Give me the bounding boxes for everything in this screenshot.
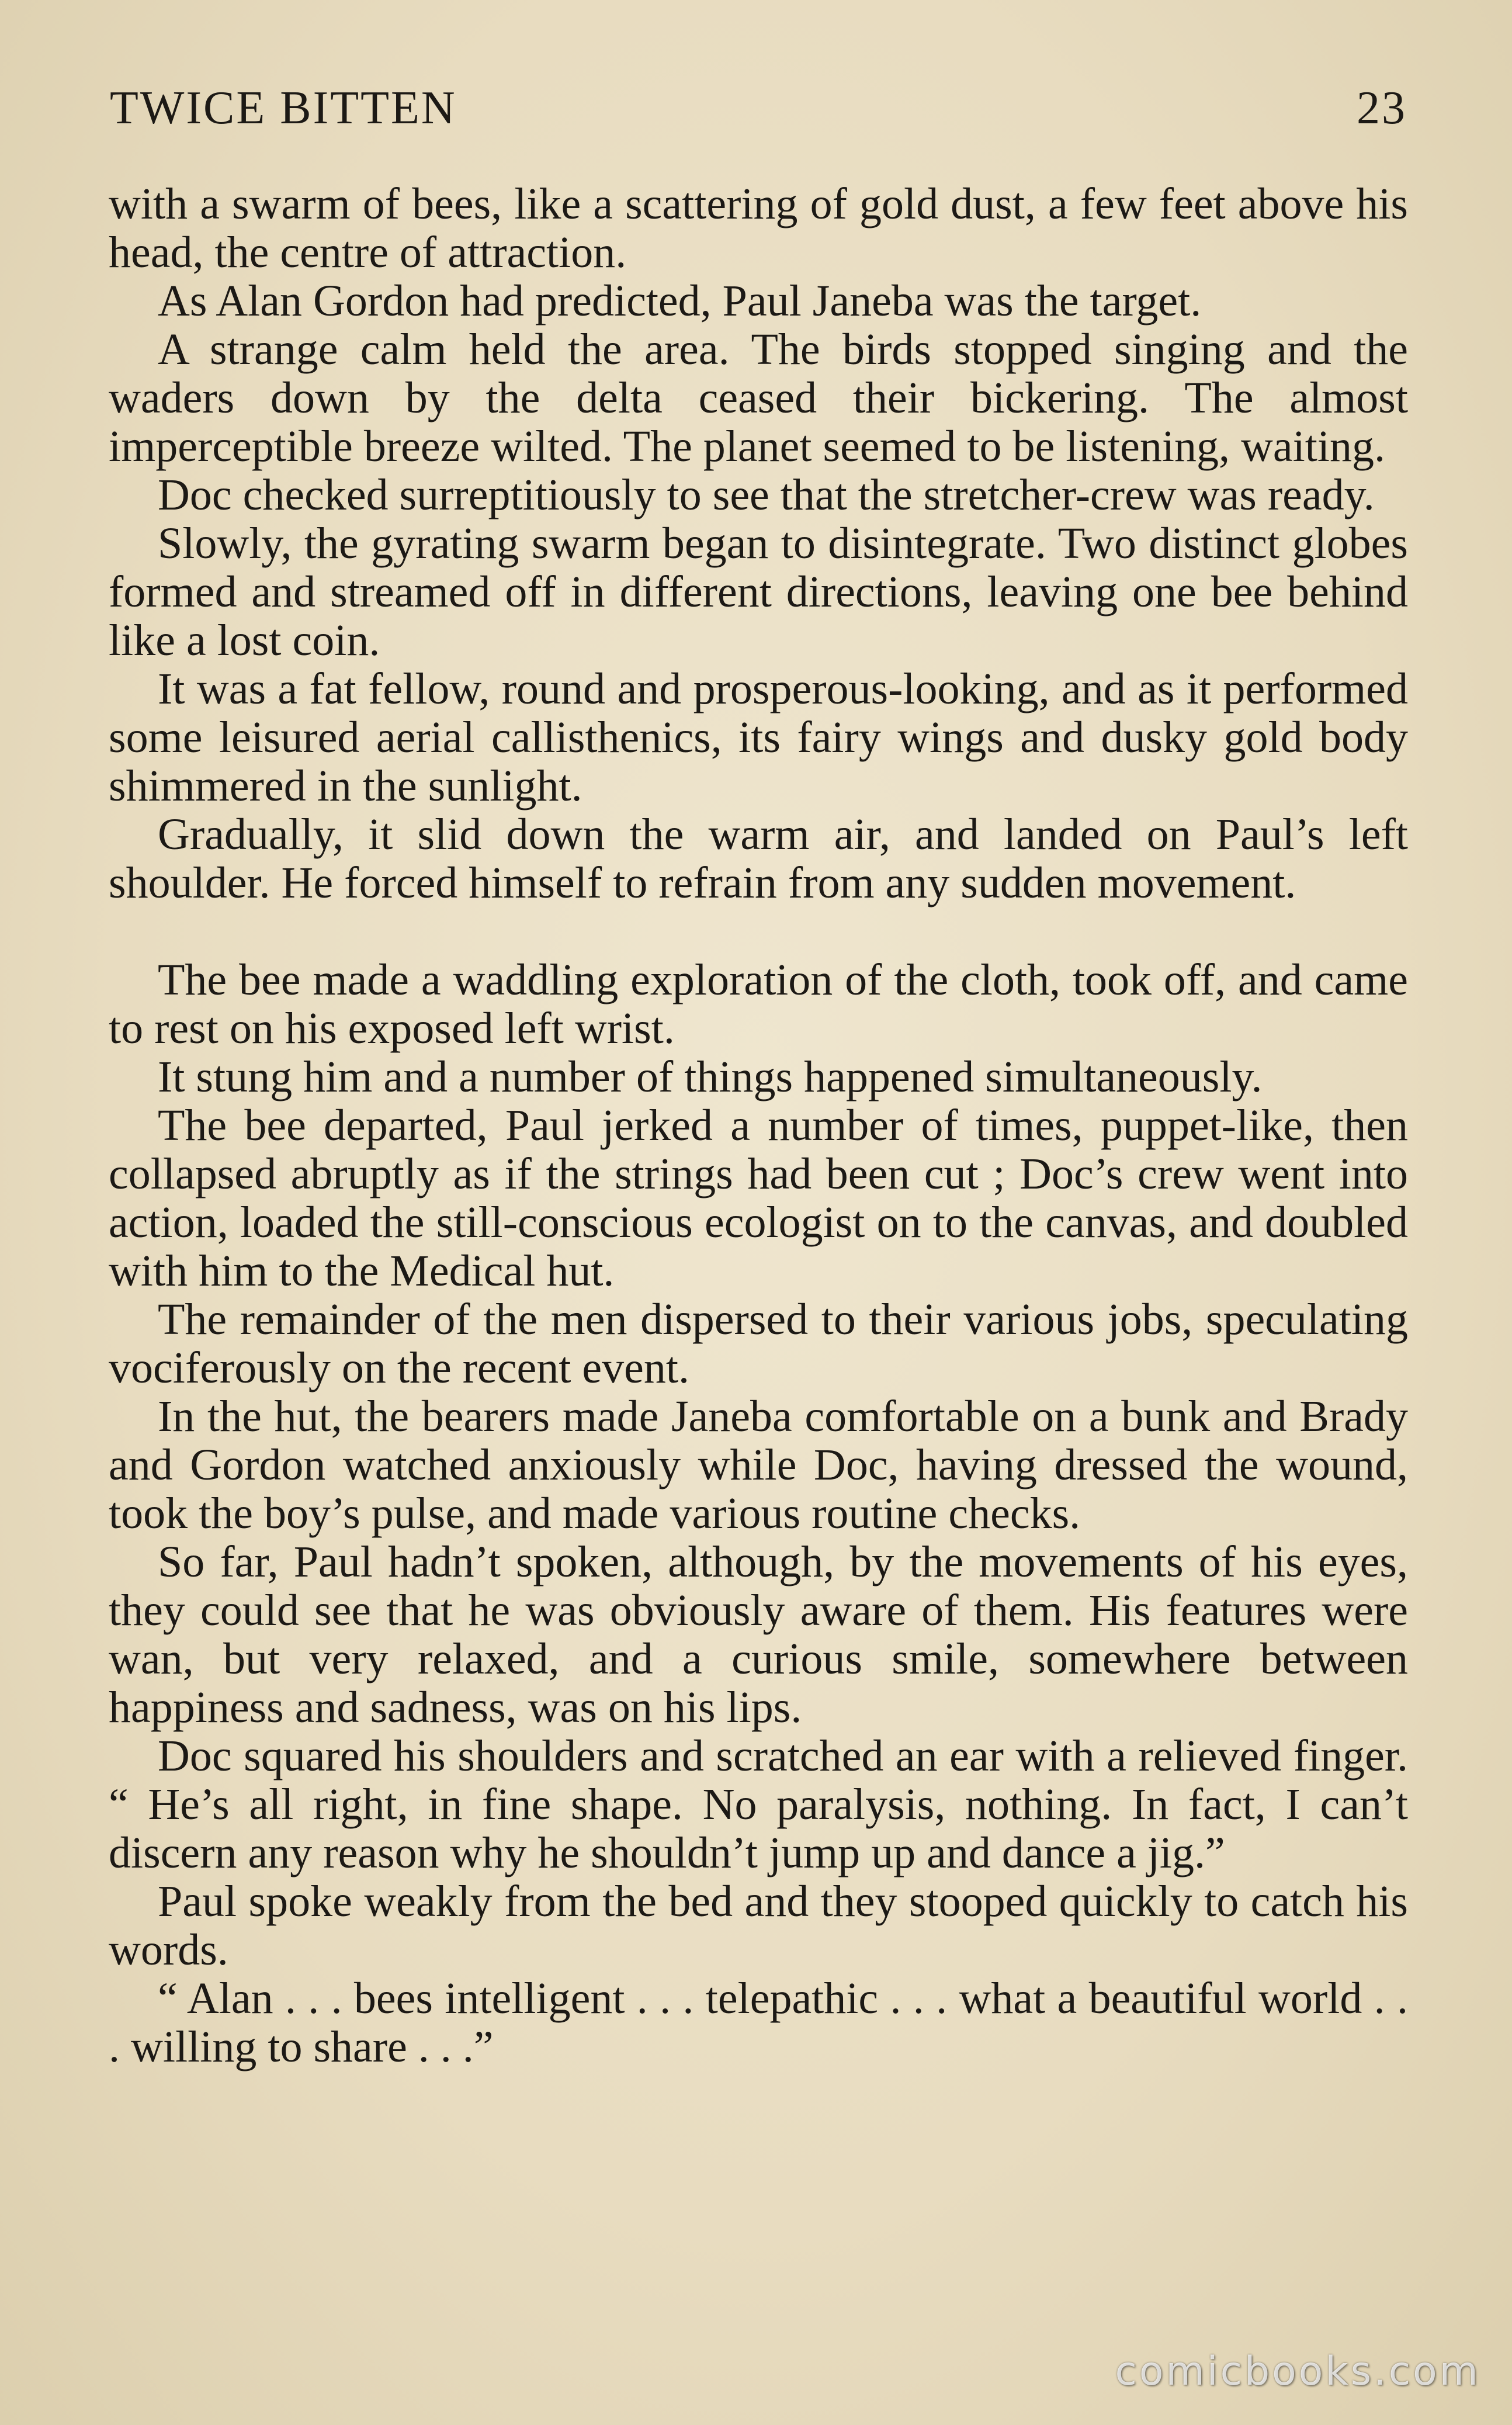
paragraph: In the hut, the bearers made Janeba comfortable on a bunk and Brady and Gordon watched anxiously while Doc, having dressed the wound, took the boy’s pulse, and made various routine checks. (109, 1392, 1408, 1538)
paragraph: Doc squared his shoulders and scratched an ear with a relieved finger. “ He’s all right, in fine shape. No paralysis, nothing. In fact, I can’t discern any reason why he shouldn’t jump up and dance a jig.” (109, 1731, 1408, 1877)
running-head (110, 82, 1407, 140)
body-text (109, 180, 1408, 2071)
paragraph: “ Alan . . . bees intelligent . . . telepathic . . . what a beautiful world . . . willing to share . . .” (109, 1974, 1408, 2071)
paragraph: So far, Paul hadn’t spoken, although, by the movements of his eyes, they could see that he was obviously aware of them. His features were wan, but very relaxed, and a curious smile, somewhere between happiness and sadness, was on his lips. (109, 1537, 1408, 1732)
paragraph: A strange calm held the area. The birds stopped singing and the waders down by the delta ceased their bickering. The almost imperceptible breeze wilted. The planet seemed to be listening, waiting. (109, 325, 1408, 471)
page-number: 23 (1357, 82, 1407, 134)
paragraph: It was a fat fellow, round and prosperous-looking, and as it performed some leisured aerial callisthenics, its fairy wings and dusky gold body shimmered in the sunlight. (109, 664, 1408, 810)
paragraph: with a swarm of bees, like a scattering of gold dust, a few feet above his head, the centre of attraction. (109, 179, 1408, 277)
paragraph: Doc checked surreptitiously to see that the stretcher-crew was ready. (158, 470, 1375, 519)
running-title: TWICE BITTEN (110, 82, 457, 134)
paragraph: The bee made a waddling exploration of the cloth, took off, and came to rest on his exposed left wrist. (109, 955, 1408, 1053)
paragraph: The bee departed, Paul jerked a number of times, puppet-like, then collapsed abruptly as if the strings had been cut ; Doc’s crew went into action, loaded the still-conscious ecologist on to the canvas, and doubled with him to the Medical hut. (109, 1101, 1408, 1295)
paragraph: Slowly, the gyrating swarm began to disintegrate. Two distinct globes formed and streamed off in different directions, leaving one bee behind like a lost coin. (109, 519, 1408, 665)
section-break (109, 907, 1408, 956)
paragraph: It stung him and a number of things happened simultaneously. (158, 1052, 1263, 1101)
paragraph: As Alan Gordon had predicted, Paul Janeba was the target. (158, 276, 1202, 325)
watermark: comicbooks.com (1115, 2348, 1480, 2395)
paragraph: Paul spoke weakly from the bed and they stooped quickly to catch his words. (109, 1877, 1408, 1974)
paragraph: Gradually, it slid down the warm air, and landed on Paul’s left shoulder. He forced himself to refrain from any sudden movement. (109, 810, 1408, 907)
paragraph: The remainder of the men dispersed to their various jobs, speculating vociferously on the recent event. (109, 1295, 1408, 1392)
